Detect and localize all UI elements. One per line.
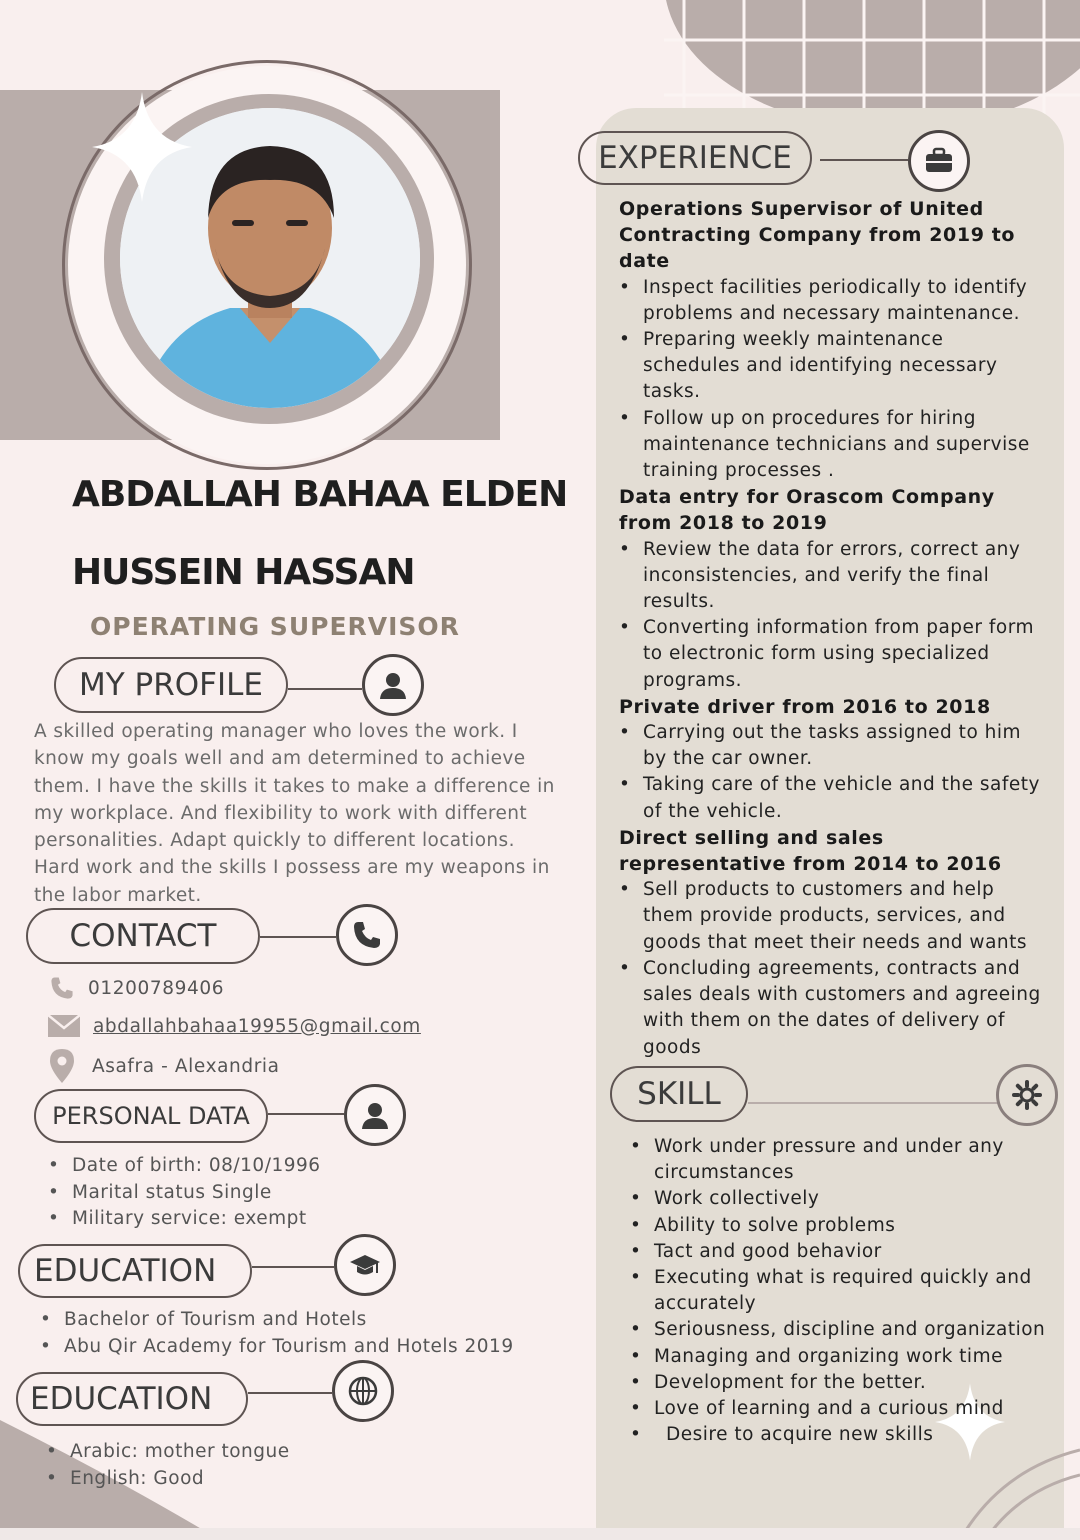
list-item: • Military service: exempt [48, 1206, 568, 1233]
list-item: • Development for the better. [630, 1370, 1050, 1396]
job-title: Operations Supervisor of United Contracting Company from 2019 to date [619, 198, 1016, 273]
education-list [40, 1307, 580, 1360]
list-item: • Marital status Single [48, 1180, 568, 1207]
contact-phone: 01200789406 [88, 977, 225, 999]
job-title: OPERATING SUPERVISOR [90, 612, 460, 641]
user-icon [344, 1084, 406, 1146]
list-item: • Concluding agreements, contracts and sales deals with customers and agreeing with them on the dates of delivery of goods [619, 956, 1044, 1061]
location-pin-icon [50, 1049, 74, 1083]
list-item: • Preparing weekly maintenance schedules and identifying necessary tasks. [619, 327, 1044, 406]
user-icon [362, 654, 424, 716]
list-item: • Tact and good behavior [630, 1239, 1050, 1265]
sparkle-icon [92, 92, 192, 202]
contact-phone-row [48, 974, 224, 1002]
list-item: • Abu Qir Academy for Tourism and Hotels 2019 [40, 1334, 580, 1361]
job-points [619, 877, 1044, 1060]
job-points [619, 720, 1044, 825]
name-line-2: HUSSEIN HASSAN [72, 552, 415, 593]
heading-connector [260, 936, 336, 938]
job-title: Direct selling and sales representative from 2014 to 2016 [619, 826, 1002, 876]
section-heading-experience: EXPERIENCE [578, 131, 812, 185]
job-points [619, 537, 1044, 694]
list-item: • Love of learning and a curious mind [630, 1396, 1050, 1422]
phone-icon [336, 904, 398, 966]
contact-location-row [50, 1048, 280, 1084]
list-item: • Arabic: mother tongue [46, 1439, 566, 1466]
section-heading-skill: SKILL [610, 1066, 748, 1122]
list-item: • Review the data for errors, correct any inconsistencies, and verify the final results. [619, 537, 1044, 616]
list-item: • Bachelor of Tourism and Hotels [40, 1307, 580, 1334]
contact-email-row [48, 1011, 421, 1041]
contact-location: Asafra - Alexandria [92, 1055, 280, 1077]
heading-connector [268, 1113, 344, 1115]
heading-connector [820, 159, 908, 161]
graduation-cap-icon [334, 1234, 396, 1296]
list-item: • Carrying out the tasks assigned to him by the car owner. [619, 720, 1044, 772]
list-item: • Taking care of the vehicle and the safety of the vehicle. [619, 772, 1044, 824]
section-heading-contact: CONTACT [26, 908, 260, 964]
globe-icon [332, 1360, 394, 1422]
section-heading-languages: EDUCATION [16, 1372, 248, 1426]
personal-data-list [48, 1153, 568, 1233]
list-item: • Seriousness, discipline and organization [630, 1317, 1050, 1343]
list-item: • English: Good [46, 1466, 566, 1493]
profile-text: A skilled operating manager who loves the work. I know my goals well and am determined to achieve them. I have the skills it takes to make a difference in my workplace. And flexibility to work with different personalities. Adapt quickly to different locations. Hard work and the skills I possess are my weapons in the labor market. [34, 721, 555, 906]
list-item: • Ability to solve problems [630, 1213, 1050, 1239]
contact-email-link[interactable]: abdallahbahaa19955@gmail.com [93, 1015, 421, 1037]
bottom-strip [0, 1528, 1080, 1540]
job-title: Private driver from 2016 to 2018 [619, 695, 991, 718]
phone-icon [48, 975, 76, 1001]
list-item: • Converting information from paper form to electronic form using specialized programs. [619, 615, 1044, 694]
name-line-1: ABDALLAH BAHAA ELDEN [72, 474, 568, 515]
list-item: • Managing and organizing work time [630, 1344, 1050, 1370]
job-points [619, 275, 1044, 485]
list-item: • Executing what is required quickly and accurately [630, 1265, 1050, 1317]
heading-connector [248, 1392, 332, 1394]
gear-icon [996, 1064, 1058, 1126]
job-title: Data entry for Orascom Company from 2018 to 2019 [619, 486, 995, 535]
list-item: • Work under pressure and under any circumstances [630, 1134, 1050, 1186]
list-item: • Date of birth: 08/10/1996 [48, 1153, 568, 1180]
list-item: • Inspect facilities periodically to identify problems and necessary maintenance. [619, 275, 1044, 327]
list-item: • Sell products to customers and help them provide products, services, and goods that meet their needs and wants [619, 877, 1044, 956]
section-heading-education: EDUCATION [18, 1244, 252, 1298]
section-heading-profile: MY PROFILE [54, 657, 288, 713]
briefcase-icon [908, 130, 970, 192]
heading-connector [748, 1102, 998, 1104]
skills-list [630, 1134, 1050, 1448]
heading-connector [252, 1266, 334, 1268]
list-item: • Follow up on procedures for hiring maintenance technicians and supervise training processes . [619, 406, 1044, 485]
section-heading-personal: PERSONAL DATA [34, 1089, 268, 1143]
languages-list [46, 1439, 566, 1492]
list-item: • Work collectively [630, 1186, 1050, 1212]
experience-content [619, 196, 1044, 1061]
mail-icon [48, 1013, 80, 1039]
list-item: • Desire to acquire new skills [630, 1422, 1050, 1448]
heading-connector [288, 688, 362, 690]
